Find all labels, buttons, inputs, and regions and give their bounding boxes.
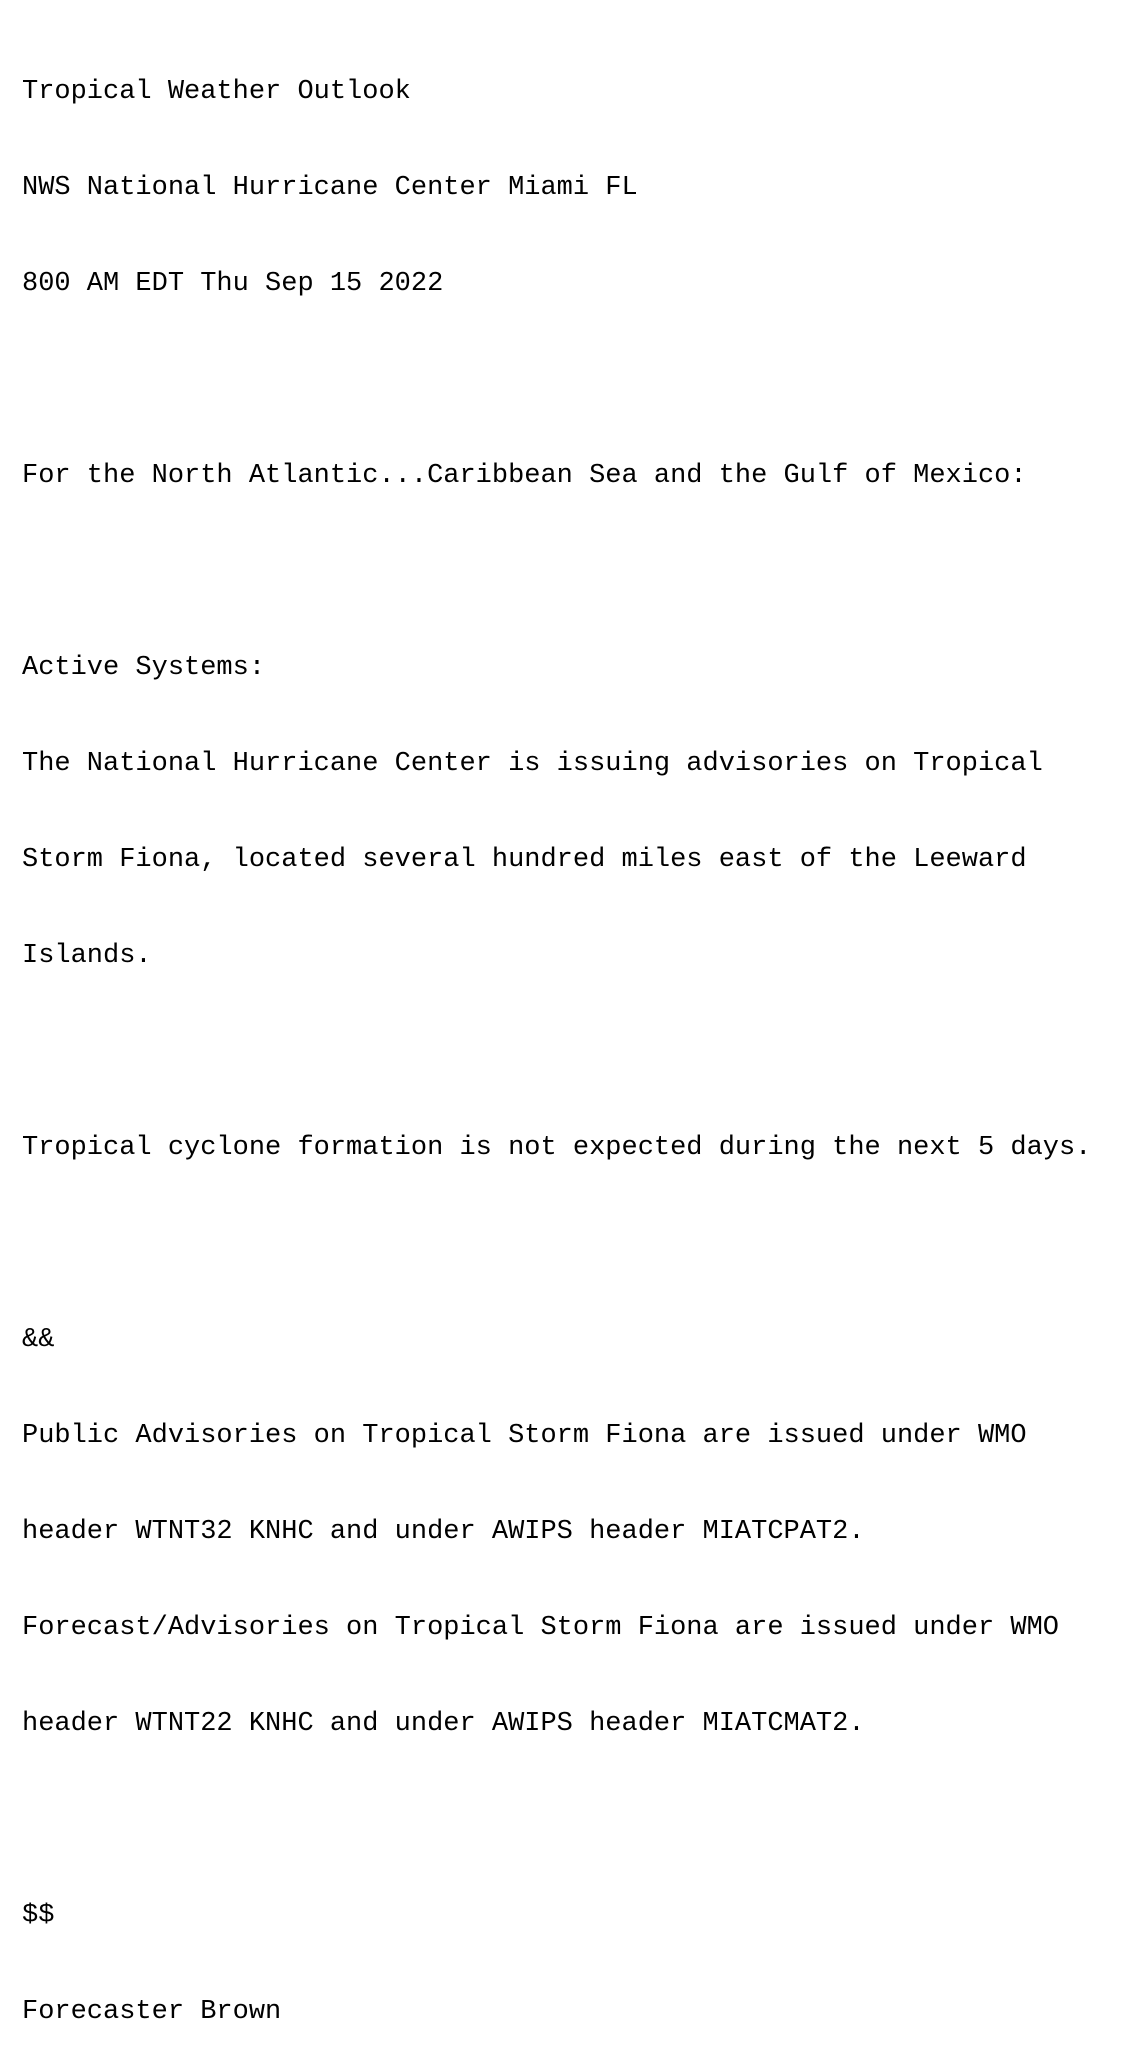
advisory-info-line: header WTNT32 KNHC and under AWIPS header MIATCPAT2. [22,1517,865,1547]
active-systems-line: Islands. [22,941,152,971]
active-systems-heading: Active Systems: [22,653,266,683]
forecaster-signature: Forecaster Brown [22,1997,282,2027]
blank-line [22,1036,1091,1068]
blank-line [22,364,1091,396]
blank-line [22,556,1091,588]
region-line: For the North Atlantic...Caribbean Sea and the Gulf of Mexico: [22,461,1027,491]
advisory-info-line: header WTNT22 KNHC and under AWIPS header MIATCMAT2. [22,1709,865,1739]
advisory-info-line: Public Advisories on Tropical Storm Fiona are issued under WMO [22,1421,1027,1451]
advisory-info-line: Forecast/Advisories on Tropical Storm Fiona are issued under WMO [22,1613,1059,1643]
blank-line [22,1804,1091,1836]
active-systems-line: Storm Fiona, located several hundred miles east of the Leeward [22,845,1027,875]
outlook-text [22,12,1091,2060]
active-systems-line: The National Hurricane Center is issuing advisories on Tropical [22,749,1043,779]
end-marker: $$ [22,1901,55,1931]
issuing-office: NWS National Hurricane Center Miami FL [22,173,638,203]
outlook-title: Tropical Weather Outlook [22,77,411,107]
issue-time: 800 AM EDT Thu Sep 15 2022 [22,269,444,299]
blank-line [22,1228,1091,1260]
section-separator: && [22,1325,55,1355]
formation-statement: Tropical cyclone formation is not expected during the next 5 days. [22,1133,1092,1163]
